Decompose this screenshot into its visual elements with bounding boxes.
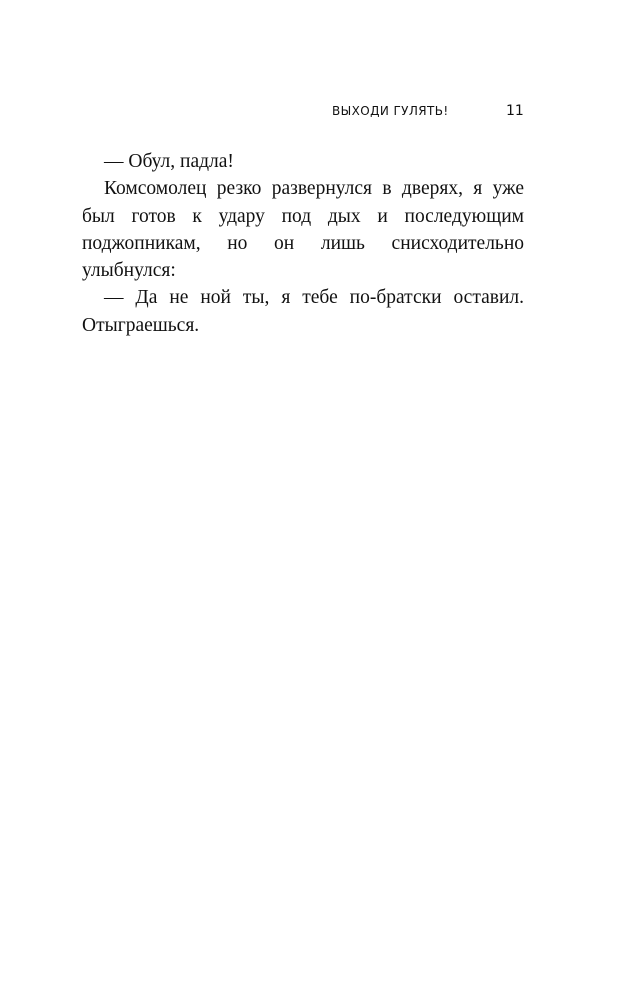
running-title: ВЫХОДИ ГУЛЯТЬ!: [332, 104, 449, 118]
body-text: [82, 148, 524, 339]
paragraph-dialogue-2: — Да не ной ты, я тебе по-братски оставил. Отыграешься.: [82, 287, 524, 336]
paragraph-narration: Комсомолец резко развернулся в дверях, я уже был готов к удару под дых и последующим поджопникам, но он лишь снисходительно улыбнулся:: [82, 178, 524, 282]
running-head: [0, 101, 644, 121]
page-number: 11: [506, 103, 524, 119]
paragraph-dialogue-1: — Обул, падла!: [104, 151, 234, 172]
